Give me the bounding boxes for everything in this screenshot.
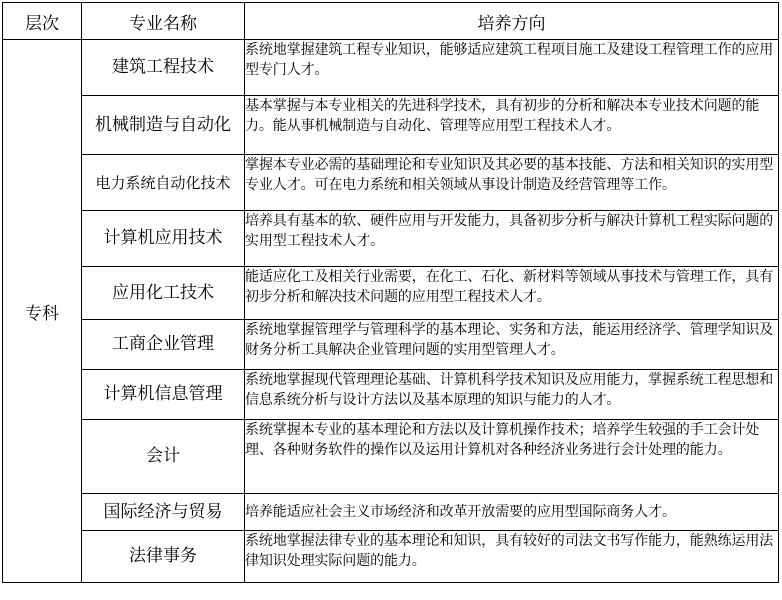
goal-cell: 系统地掌握法律专业的基本理论和知识，具有较好的司法文书写作能力，能熟练运用法律知识处理实际问题的能力。 <box>245 531 779 583</box>
table-row <box>3 155 779 211</box>
major-cell: 工商企业管理 <box>82 320 245 370</box>
goal-cell: 基本掌握与本专业相关的先进科学技术，具有初步的分析和解决本专业技术问题的能力。能从事机械制造与自动化、管理等应用型工程技术人才。 <box>245 96 779 155</box>
goal-cell: 系统地掌握管理学与管理科学的基本理论、实务和方法，能运用经济学、管理学知识及财务分析工具解决企业管理问题的实用型管理人才。 <box>245 320 779 370</box>
table-row <box>3 96 779 155</box>
header-row <box>3 3 779 40</box>
major-cell: 计算机信息管理 <box>82 370 245 420</box>
goal-cell: 培养具有基本的软、硬件应用与开发能力，具备初步分析与解决计算机工程实际问题的实用型工程技术人才。 <box>245 211 779 267</box>
major-cell: 建筑工程技术 <box>82 40 245 96</box>
goal-cell: 系统地掌握现代管理理论基础、计算机科学技术知识及应用能力，掌握系统工程思想和信息系统分析与设计方法以及基本原理的知识与能力的人才。 <box>245 370 779 420</box>
major-cell: 计算机应用技术 <box>82 211 245 267</box>
table-row <box>3 531 779 583</box>
goal-cell: 培养能适应社会主义市场经济和改革开放需要的应用型国际商务人才。 <box>245 494 779 531</box>
major-cell: 电力系统自动化技术 <box>82 155 245 211</box>
goal-cell: 能适应化工及相关行业需要，在化工、石化、新材料等领域从事技术与管理工作，具有初步分析和解决技术问题的应用型工程技术人才。 <box>245 267 779 320</box>
major-cell: 法律事务 <box>82 531 245 583</box>
goal-cell: 掌握本专业必需的基础理论和专业知识及其必要的基本技能、方法和相关知识的实用型专业人才。可在电力系统和相关领域从事设计制造及经营管理等工作。 <box>245 155 779 211</box>
majors-table <box>2 2 779 583</box>
table-row <box>3 211 779 267</box>
header-major: 专业名称 <box>82 3 245 40</box>
goal-cell: 系统掌握本专业的基本理论和方法以及计算机操作技术；培养学生较强的手工会计处理、各种财务软件的操作以及运用计算机对各种经济业务进行会计处理的能力。 <box>245 420 779 494</box>
table-row <box>3 320 779 370</box>
header-level: 层次 <box>3 3 82 40</box>
major-cell: 应用化工技术 <box>82 267 245 320</box>
table-row <box>3 267 779 320</box>
table-row <box>3 420 779 494</box>
major-cell: 机械制造与自动化 <box>82 96 245 155</box>
level-cell: 专科 <box>3 40 82 583</box>
table-row <box>3 40 779 96</box>
major-cell: 国际经济与贸易 <box>82 494 245 531</box>
major-cell: 会计 <box>82 420 245 494</box>
table-row <box>3 494 779 531</box>
goal-cell: 系统地掌握建筑工程专业知识，能够适应建筑工程项目施工及建设工程管理工作的应用型专门人才。 <box>245 40 779 96</box>
header-goal: 培养方向 <box>245 3 779 40</box>
table-row <box>3 370 779 420</box>
